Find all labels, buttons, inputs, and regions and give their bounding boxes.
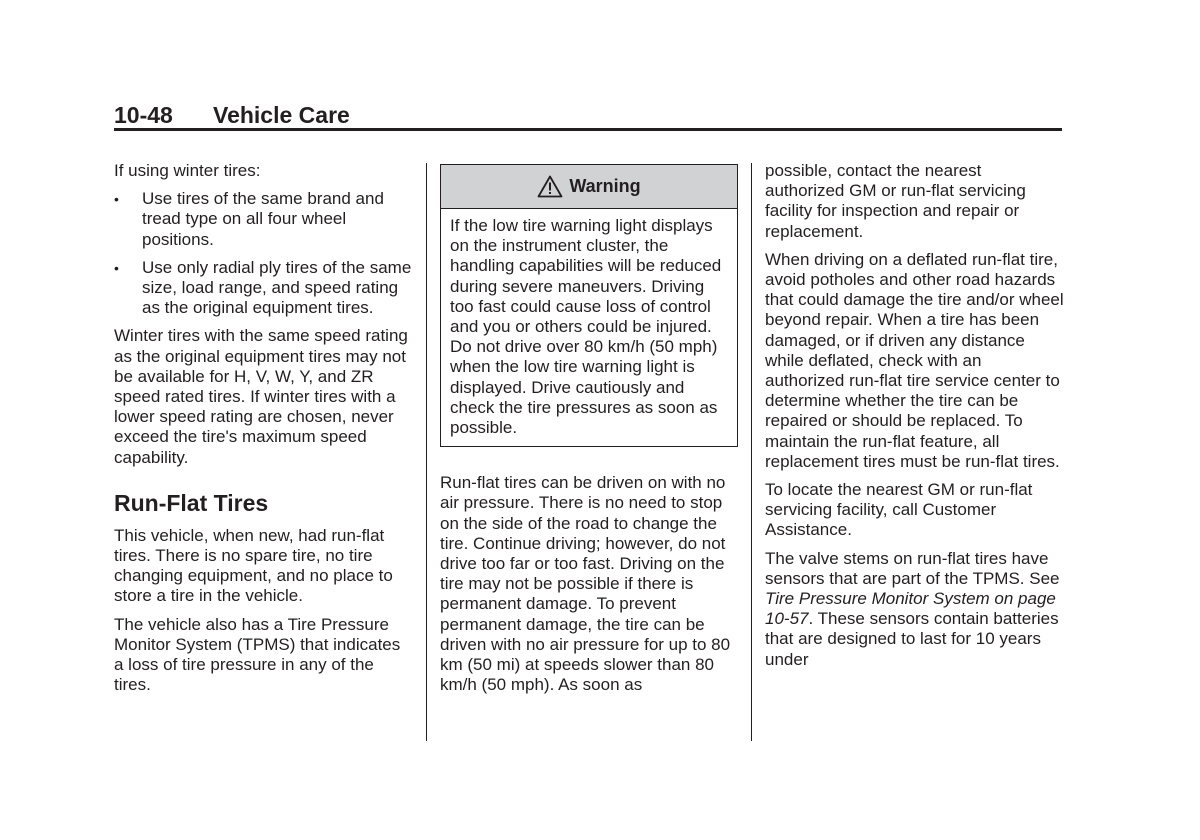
warning-title: Warning <box>569 176 641 197</box>
winter-tires-paragraph: Winter tires with the same speed rating as the original equipment tires may not be available for H, V, W, Y, and ZR speed rated tires. If winter tires with a lower speed rating are chosen, never exceed the tire's maximum speed capability. <box>114 326 408 467</box>
tpms-page-reference[interactable]: Tire Pressure Monitor System on page 10-57 <box>765 589 1056 629</box>
section-title: Vehicle Care <box>213 102 350 128</box>
winter-tires-intro: If using winter tires: <box>114 161 261 180</box>
valve-stems-text-start: The valve stems on run-flat tires have sensors that are part of the TPMS. See <box>765 548 1060 588</box>
warning-box <box>440 164 738 447</box>
page-number: 10-48 <box>114 102 173 128</box>
run-flat-paragraph-1: This vehicle, when new, had run-flat tires. There is no spare tire, no tire changing equipment, and no place to store a tire in the vehicle. <box>114 525 393 606</box>
bullet-icon: • <box>114 259 119 276</box>
list-item <box>114 258 414 319</box>
warning-header <box>441 165 737 209</box>
column-3 <box>765 161 1065 678</box>
column-divider-right <box>751 163 752 741</box>
contact-paragraph: possible, contact the nearest authorized GM or run-flat servicing facility for inspection and repair or replacement. <box>765 161 1026 241</box>
bullet-icon: • <box>114 191 119 208</box>
page-header <box>114 101 1062 129</box>
winter-tires-list <box>114 189 414 318</box>
valve-stems-text-end: . These sensors contain batteries that are designed to last for 10 years under <box>765 609 1059 669</box>
run-flat-driving-paragraph: Run-flat tires can be driven on with no air pressure. There is no need to stop on the side of the road to change the tire. Continue driving; however, do not drive too far or too fast. Driving on the tire may not be possible if there is permanent damage. To prevent permanent damage, the tire can be driven with no air pressure for up to 80 km (50 mi) at speeds slower than 80 km/h (50 mph). As soon as <box>440 473 731 695</box>
column-1 <box>114 161 414 703</box>
deflated-driving-paragraph: When driving on a deflated run-flat tire, avoid potholes and other road hazards that could damage the tire and/or wheel beyond repair. When a tire has been damaged, or if driven any distance while deflated, check with an authorized run-flat tire service center to determine whether the tire can be repaired or should be replaced. To maintain the run-flat feature, all replacement tires must be run-flat tires. <box>765 249 1064 471</box>
column-2 <box>440 164 738 703</box>
valve-stems-paragraph <box>765 549 1065 670</box>
list-item-text: Use only radial ply tires of the same size, load range, and speed rating as the original equipment tires. <box>142 257 412 318</box>
warning-triangle-icon <box>537 175 563 198</box>
run-flat-paragraph-2: The vehicle also has a Tire Pressure Monitor System (TPMS) that indicates a loss of tire pressure in any of the tires. <box>114 614 401 695</box>
list-item <box>114 189 414 250</box>
locate-facility-paragraph: To locate the nearest GM or run-flat servicing facility, call Customer Assistance. <box>765 480 1033 540</box>
header-rule <box>114 128 1062 131</box>
section-heading: Run-Flat Tires <box>114 489 269 516</box>
list-item-text: Use tires of the same brand and tread type on all four wheel positions. <box>142 189 384 249</box>
column-divider-left <box>426 163 427 741</box>
warning-body: If the low tire warning light displays on the instrument cluster, the handling capabilities will be reduced during severe maneuvers. Driving too fast could cause loss of control and you or others could be injured. Do not drive over 80 km/h (50 mph) when the low tire warning light is displayed. Drive cautiously and check the tire pressures as soon as possible. <box>450 216 722 438</box>
